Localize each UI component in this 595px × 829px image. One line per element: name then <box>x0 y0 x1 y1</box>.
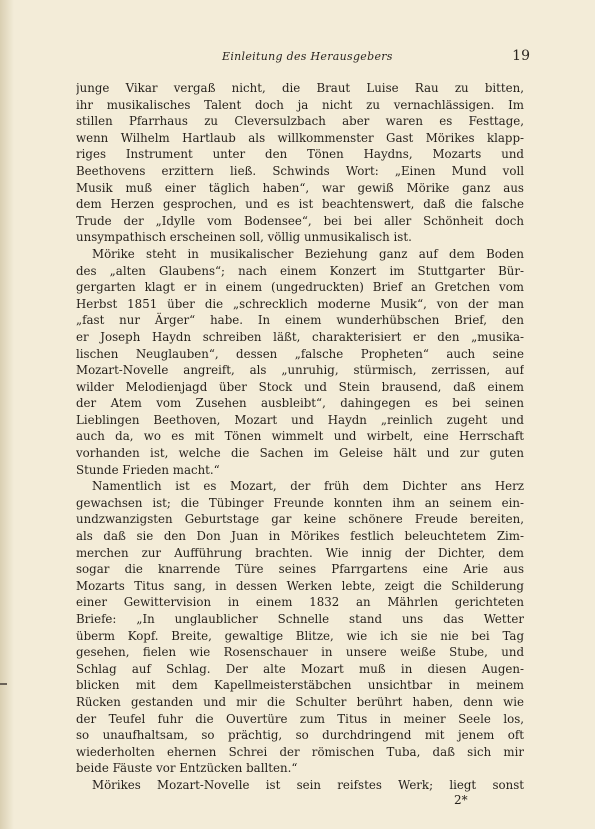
text-line: junge Vikar vergaß nicht, die Braut Luise Rau zu bitten, <box>76 81 524 95</box>
text-line: Trude der „Idylle vom Bodensee“, bei bei aller Schönheit doch <box>76 213 524 228</box>
running-title: Einleitung des Herausgebers <box>222 50 393 63</box>
margin-mark <box>0 683 7 685</box>
text-line: Mozart-Novelle angreift, als „unruhig, stürmisch, zerrissen, auf <box>76 363 524 378</box>
text-line: wilder Melodienjagd über Stock und Stein brausend, daß einem <box>76 379 524 394</box>
text-line: Beethovens erzittern ließ. Schwinds Wort: „Einen Mund voll <box>76 163 524 178</box>
text-line: Lieblingen Beethoven, Mozart und Haydn „reinlich zugeht und <box>76 412 524 427</box>
text-line: lischen Neuglauben“, dessen „falsche Propheten“ auch seine <box>76 346 524 361</box>
running-head <box>70 48 530 68</box>
text-line: gesehen, fielen wie Rosenschauer in unsere weiße Stube, und <box>76 645 524 660</box>
text-line: der Atem vom Zusehen ausbleibt“, dahingegen es bei seinen <box>76 396 524 411</box>
text-line: so unaufhaltsam, so prächtig, so durchdringend mit jenem oft <box>76 728 524 743</box>
text-line: dem Herzen gesprochen, und es ist beachtenswert, daß die falsche <box>76 197 524 212</box>
text-line: stillen Pfarrhaus zu Cleversulzbach aber waren es Festtage, <box>76 114 524 129</box>
text-line: Namentlich ist es Mozart, der früh dem Dichter ans Herz <box>92 479 524 494</box>
text-line: beide Fäuste vor Entzücken ballten.“ <box>76 761 298 776</box>
text-line: als daß sie den Don Juan in Mörikes festlich beleuchtetem Zim- <box>76 529 524 544</box>
text-line: wenn Wilhelm Hartlaub als willkommenster Gast Mörikes klapp- <box>76 130 524 145</box>
text-line: Musik muß einer täglich haben“, war gewiß Mörike ganz aus <box>76 180 524 195</box>
text-line: merchen zur Aufführung brachten. Wie innig der Dichter, dem <box>76 545 524 560</box>
text-line: undzwanzigsten Geburtstage gar keine schönere Freude bereiten, <box>76 512 524 527</box>
text-line: Mozarts Titus sang, in dessen Werken lebte, zeigt die Schilderung <box>76 578 524 593</box>
page-gutter-shadow <box>0 0 14 829</box>
text-line: Schlag auf Schlag. Der alte Mozart muß in diesen Augen- <box>76 661 524 676</box>
page-number: 19 <box>512 48 530 64</box>
text-line: wiederholten ehernen Schrei der römischen Tuba, daß sich mir <box>76 744 524 759</box>
body-text <box>76 80 524 794</box>
text-line: riges Instrument unter den Tönen Haydns, Mozarts und <box>76 147 524 162</box>
text-line: der Teufel fuhr die Ouvertüre zum Titus in meiner Seele los, <box>76 711 524 726</box>
text-line: Stunde Frieden macht.“ <box>76 462 220 477</box>
text-line: Rücken gestanden und mir die Schulter berührt haben, denn wie <box>76 694 524 709</box>
text-line: auch da, wo es mit Tönen wimmelt und wirbelt, eine Herrschaft <box>76 429 524 444</box>
text-line: ihr musikalisches Talent doch ja nicht zu vernachlässigen. Im <box>76 97 524 112</box>
text-line: Mörikes Mozart-Novelle ist sein reifstes Werk; liegt sonst <box>92 777 524 792</box>
text-line: einer Gewittervision in einem 1832 an Mährlen gerichteten <box>76 595 524 610</box>
text-line: überm Kopf. Breite, gewaltige Blitze, wie ich sie nie bei Tag <box>76 628 524 643</box>
text-line: Herbst 1851 über die „schrecklich moderne Musik“, von der man <box>76 296 524 311</box>
text-line: unsympathisch erscheinen soll, völlig unmusikalisch ist. <box>76 230 412 245</box>
text-line: des „alten Glaubens“; nach einem Konzert im Stuttgarter Bür- <box>76 263 524 278</box>
text-line: er Joseph Haydn schreiben läßt, charakterisiert er den „musika- <box>76 329 524 344</box>
signature-mark: 2* <box>454 793 468 807</box>
text-line: Mörike steht in musikalischer Beziehung ganz auf dem Boden <box>92 246 524 261</box>
text-line: gewachsen ist; die Tübinger Freunde konnten ihm an seinem ein- <box>76 495 524 510</box>
text-line: „fast nur Ärger“ habe. In einem wunderhübschen Brief, den <box>76 313 524 328</box>
text-line: blicken mit dem Kapellmeisterstäbchen unsichtbar in meinem <box>76 678 524 693</box>
text-line: gergarten klagt er in einem (ungedruckten) Brief an Gretchen vom <box>76 280 524 295</box>
text-line: Briefe: „In unglaublicher Schnelle stand uns das Wetter <box>76 612 524 626</box>
text-line: sogar die knarrende Türe seines Pfarrgartens eine Arie aus <box>76 562 524 577</box>
text-line: vorhanden ist, welche die Sachen im Geleise hält und zur guten <box>76 446 524 461</box>
